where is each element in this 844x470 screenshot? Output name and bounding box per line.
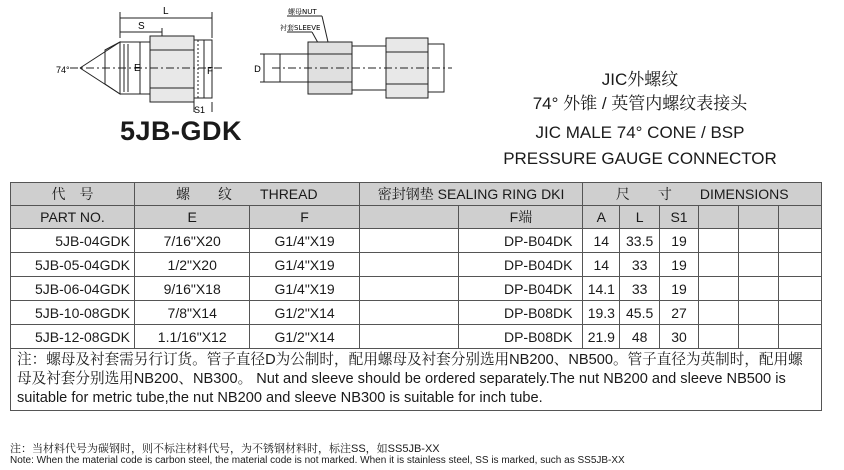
header-blank	[738, 206, 778, 229]
header-dimensions: 尺 寸 DIMENSIONS	[583, 183, 822, 206]
seal-ring: DP-B04DK	[459, 277, 583, 301]
dim-e-label: E	[134, 63, 141, 74]
dim-s1: 19	[660, 229, 699, 253]
table-notes	[11, 349, 822, 411]
table-header-row-1	[11, 183, 822, 206]
seal-ring: DP-B04DK	[459, 253, 583, 277]
part-no: 5JB-10-08GDK	[11, 301, 135, 325]
header-s1: S1	[660, 206, 699, 229]
dim-s1: 19	[660, 277, 699, 301]
title-cn-line1: JIC外螺纹	[601, 70, 679, 89]
header-f-end: F端	[459, 206, 583, 229]
sleeve-label: 衬套SLEEVE	[280, 24, 321, 32]
angle-label: 74°	[56, 65, 70, 75]
table-row	[11, 301, 822, 325]
thread-f: G1/2"X14	[250, 325, 359, 349]
thread-f: G1/2"X14	[250, 301, 359, 325]
title-en-line1: JIC MALE 74° CONE / BSP	[535, 123, 745, 142]
footer-note-en: Note: When the material code is carbon steel, the material code is not marked. When it is stainless steel, SS is marked, such as SS5JB-XX	[10, 455, 625, 466]
model-code: 5JB-GDK	[120, 116, 243, 146]
dim-a: 19.3	[583, 301, 620, 325]
dim-d-label: D	[254, 65, 261, 75]
spec-table	[10, 182, 822, 411]
footer-note-cn: 注：当材料代号为碳钢时，则不标注材料代号，为不锈钢材料时，标注SS，如SS5JB-XX	[10, 443, 440, 455]
table-notes-row	[11, 349, 822, 411]
header-e: E	[134, 206, 250, 229]
dim-a: 21.9	[583, 325, 620, 349]
header-part-en: PART NO.	[11, 206, 135, 229]
table-row	[11, 277, 822, 301]
table-header-row-2	[11, 206, 822, 229]
fitting-drawing-left	[50, 2, 250, 114]
dim-l: 33	[620, 277, 660, 301]
thread-f: G1/4"X19	[250, 229, 359, 253]
nut-label: 螺母NUT	[288, 8, 317, 16]
part-no: 5JB-12-08GDK	[11, 325, 135, 349]
note-en: Nut and sleeve should be ordered separately.The nut NB200 and sleeve NB500 is suitable for metric tube,the nut NB200 and sleeve NB300 is suitable for inch tube.	[17, 371, 786, 406]
header-thread: 螺 纹 THREAD	[134, 183, 359, 206]
dim-l: 45.5	[620, 301, 660, 325]
dim-a: 14	[583, 229, 620, 253]
table-row	[11, 325, 822, 349]
dim-s1: 27	[660, 301, 699, 325]
seal-ring: DP-B04DK	[459, 229, 583, 253]
header-f: F	[250, 206, 359, 229]
thread-e: 7/8"X14	[134, 301, 250, 325]
table-row	[11, 253, 822, 277]
thread-e: 9/16"X18	[134, 277, 250, 301]
thread-f: G1/4"X19	[250, 253, 359, 277]
header-blank	[698, 206, 738, 229]
thread-f: G1/4"X19	[250, 277, 359, 301]
header-blank	[359, 206, 459, 229]
dim-l-label: L	[163, 6, 169, 17]
header-blank	[778, 206, 821, 229]
header-sealing: 密封钢垫 SEALING RING DKI	[359, 183, 583, 206]
fitting-drawing-right	[252, 2, 460, 114]
seal-ring: DP-B08DK	[459, 325, 583, 349]
title-en-line2: PRESSURE GAUGE CONNECTOR	[503, 149, 777, 168]
seal-ring: DP-B08DK	[459, 301, 583, 325]
thread-e: 7/16"X20	[134, 229, 250, 253]
part-no: 5JB-04GDK	[11, 229, 135, 253]
part-no: 5JB-05-04GDK	[11, 253, 135, 277]
dim-s1: 30	[660, 325, 699, 349]
dim-s-label: S	[138, 21, 145, 32]
table-row	[11, 229, 822, 253]
dim-a: 14.1	[583, 277, 620, 301]
dim-s1-label: S1	[194, 105, 206, 114]
thread-e: 1.1/16"X12	[134, 325, 250, 349]
thread-e: 1/2"X20	[134, 253, 250, 277]
dim-l: 48	[620, 325, 660, 349]
dim-s1: 19	[660, 253, 699, 277]
header-a: A	[583, 206, 620, 229]
header-l: L	[620, 206, 660, 229]
header-part-cn: 代 号	[11, 183, 135, 206]
dim-f-label: F	[207, 66, 214, 77]
title-cn-line2: 74° 外锥 / 英管内螺纹表接头	[532, 94, 748, 113]
dim-l: 33.5	[620, 229, 660, 253]
note-cn: 注：螺母及衬套需另行订货。管子直径D为公制时，配用螺母及衬套分别选用NB200、NB500。管子直径为英制时，配用螺母及衬套分别选用NB200、NB300。	[17, 352, 803, 387]
dim-l: 33	[620, 253, 660, 277]
dim-a: 14	[583, 253, 620, 277]
part-no: 5JB-06-04GDK	[11, 277, 135, 301]
